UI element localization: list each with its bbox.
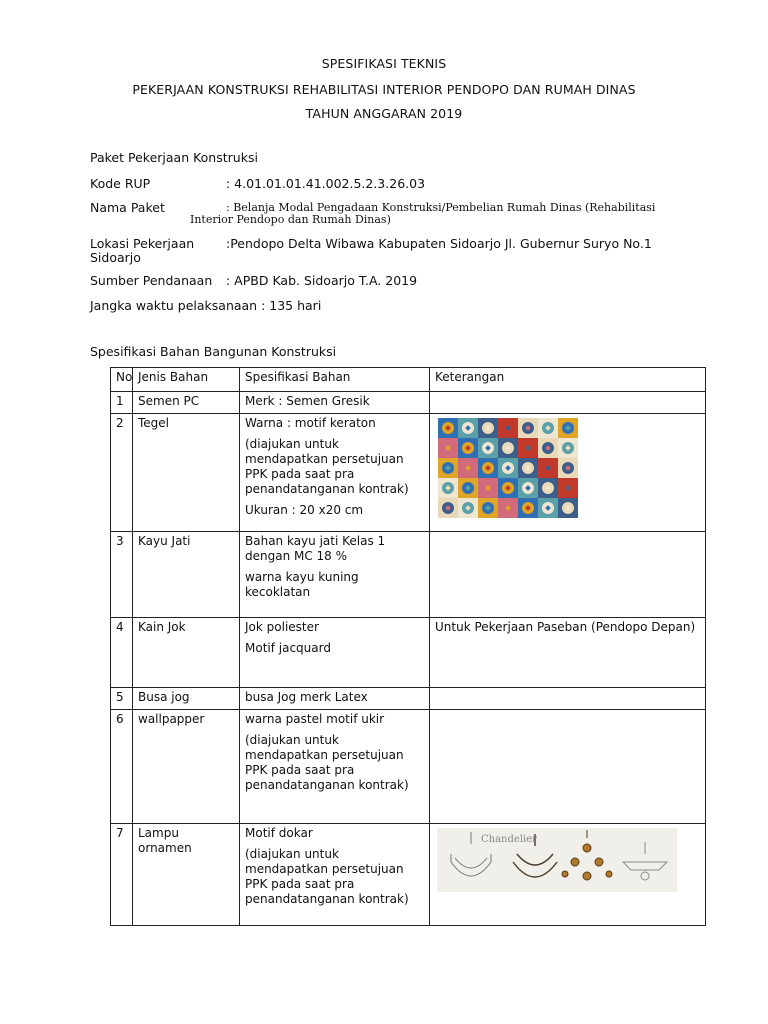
tile-pattern bbox=[498, 438, 518, 458]
row-spek bbox=[240, 710, 430, 824]
table-row bbox=[111, 824, 706, 926]
tile-pattern bbox=[438, 478, 458, 498]
row-jenis: wallpapper bbox=[133, 710, 240, 824]
nama-paket-value-1: : Belanja Modal Pengadaan Konstruksi/Pembelian Rumah Dinas (Rehabilitasi bbox=[226, 201, 656, 214]
paket-heading: Paket Pekerjaan Konstruksi bbox=[90, 150, 258, 165]
row-spek bbox=[240, 414, 430, 532]
tile-pattern bbox=[458, 418, 478, 438]
tile-pattern bbox=[458, 458, 478, 478]
header-no: No bbox=[111, 368, 133, 392]
tile-pattern bbox=[538, 498, 558, 518]
nama-paket-value-2: Interior Pendopo dan Rumah Dinas) bbox=[190, 213, 391, 226]
nama-paket-label: Nama Paket bbox=[90, 200, 165, 215]
header-spesifikasi: Spesifikasi Bahan bbox=[240, 368, 430, 392]
row-ket bbox=[430, 688, 706, 710]
tile-pattern bbox=[478, 458, 498, 478]
sumber-value: : APBD Kab. Sidoarjo T.A. 2019 bbox=[226, 273, 418, 288]
row-jenis: Busa jog bbox=[133, 688, 240, 710]
row-spek bbox=[240, 618, 430, 688]
tile-pattern bbox=[538, 438, 558, 458]
doc-title: SPESIFIKASI TEKNIS bbox=[321, 56, 447, 71]
row-jenis: Tegel bbox=[133, 414, 240, 532]
spek-line: (diajukan untuk mendapatkan persetujuan PPK pada saat pra penandatanganan kontrak) bbox=[245, 733, 409, 792]
table-header-row bbox=[111, 368, 706, 392]
tile-pattern bbox=[438, 458, 458, 478]
row-no: 6 bbox=[111, 710, 133, 824]
row-jenis: Kayu Jati bbox=[133, 532, 240, 618]
tile-pattern bbox=[478, 478, 498, 498]
chandelier-image bbox=[437, 828, 677, 892]
tile-pattern bbox=[498, 478, 518, 498]
row-jenis: Semen PC bbox=[133, 392, 240, 414]
row-ket bbox=[430, 824, 706, 926]
lokasi-label: Lokasi Pekerjaan bbox=[90, 236, 195, 251]
row-ket bbox=[430, 392, 706, 414]
tile-pattern bbox=[538, 458, 558, 478]
row-spek bbox=[240, 392, 430, 414]
spek-line: Warna : motif keraton bbox=[245, 416, 376, 430]
header-keterangan: Keterangan bbox=[430, 368, 706, 392]
row-no: 2 bbox=[111, 414, 133, 532]
table-caption: Spesifikasi Bahan Bangunan Konstruksi bbox=[90, 344, 337, 359]
sumber-label: Sumber Pendanaan bbox=[90, 273, 213, 288]
tile-pattern bbox=[498, 458, 518, 478]
chandelier-icons bbox=[437, 828, 677, 892]
row-ket: Untuk Pekerjaan Paseban (Pendopo Depan) bbox=[430, 618, 706, 688]
spek-line: Motif jacquard bbox=[245, 641, 331, 655]
tile-pattern bbox=[458, 478, 478, 498]
doc-year: TAHUN ANGGARAN 2019 bbox=[305, 106, 463, 121]
tile-pattern bbox=[558, 438, 578, 458]
tile-pattern bbox=[518, 438, 538, 458]
spek-line: (diajukan untuk mendapatkan persetujuan PPK pada saat pra penandatanganan kontrak) bbox=[245, 847, 409, 906]
tile-pattern bbox=[538, 478, 558, 498]
spek-line: Motif dokar bbox=[245, 826, 313, 840]
table-row bbox=[111, 414, 706, 532]
row-ket bbox=[430, 532, 706, 618]
lokasi-value: :Pendopo Delta Wibawa Kabupaten Sidoarjo Jl. Gubernur Suryo No.1 bbox=[226, 236, 652, 251]
table-row bbox=[111, 710, 706, 824]
row-no: 7 bbox=[111, 824, 133, 926]
row-spek bbox=[240, 688, 430, 710]
table-row bbox=[111, 688, 706, 710]
spek-line: Bahan kayu jati Kelas 1 dengan MC 18 % bbox=[245, 534, 386, 563]
spek-line: busa Jog merk Latex bbox=[245, 690, 368, 704]
tile-pattern bbox=[438, 438, 458, 458]
tile-pattern bbox=[518, 498, 538, 518]
tegel-motif-image bbox=[438, 418, 578, 518]
tile-pattern bbox=[498, 418, 518, 438]
tile-pattern bbox=[438, 498, 458, 518]
header-jenis: Jenis Bahan bbox=[133, 368, 240, 392]
tile-pattern bbox=[518, 458, 538, 478]
spek-line: Merk : Semen Gresik bbox=[245, 394, 370, 408]
spek-line: Ukuran : 20 x20 cm bbox=[245, 503, 364, 517]
jangka-waktu: Jangka waktu pelaksanaan : 135 hari bbox=[90, 298, 322, 313]
tile-pattern bbox=[558, 498, 578, 518]
chandelier-label: Chandelier bbox=[481, 834, 537, 845]
tile-pattern bbox=[438, 418, 458, 438]
row-no: 4 bbox=[111, 618, 133, 688]
row-no: 5 bbox=[111, 688, 133, 710]
tile-pattern bbox=[558, 478, 578, 498]
tile-pattern bbox=[478, 438, 498, 458]
kode-rup-label: Kode RUP bbox=[90, 176, 151, 191]
kode-rup-value: : 4.01.01.01.41.002.5.2.3.26.03 bbox=[226, 176, 426, 191]
spek-line: (diajukan untuk mendapatkan persetujuan PPK pada saat pra penandatanganan kontrak) bbox=[245, 437, 409, 496]
tile-pattern bbox=[458, 498, 478, 518]
row-no: 1 bbox=[111, 392, 133, 414]
lokasi-value-cont: Sidoarjo bbox=[90, 250, 141, 265]
tile-pattern bbox=[478, 418, 498, 438]
tile-pattern bbox=[498, 498, 518, 518]
tile-pattern bbox=[538, 418, 558, 438]
row-spek bbox=[240, 824, 430, 926]
row-jenis: Lampu ornamen bbox=[133, 824, 240, 926]
row-ket bbox=[430, 414, 706, 532]
row-no: 3 bbox=[111, 532, 133, 618]
tile-pattern bbox=[518, 418, 538, 438]
spek-line: warna kayu kuning kecoklatan bbox=[245, 570, 359, 599]
row-spek bbox=[240, 532, 430, 618]
spek-line: Jok poliester bbox=[245, 620, 319, 634]
row-ket bbox=[430, 710, 706, 824]
tile-pattern bbox=[518, 478, 538, 498]
table-row bbox=[111, 392, 706, 414]
table-row bbox=[111, 618, 706, 688]
spec-table bbox=[110, 367, 706, 926]
tile-pattern bbox=[558, 418, 578, 438]
spek-line: warna pastel motif ukir bbox=[245, 712, 385, 726]
tile-pattern bbox=[458, 438, 478, 458]
doc-subtitle: PEKERJAAN KONSTRUKSI REHABILITASI INTERIOR PENDOPO DAN RUMAH DINAS bbox=[132, 82, 636, 97]
table-row bbox=[111, 532, 706, 618]
tile-pattern bbox=[478, 498, 498, 518]
row-jenis: Kain Jok bbox=[133, 618, 240, 688]
tile-pattern bbox=[558, 458, 578, 478]
